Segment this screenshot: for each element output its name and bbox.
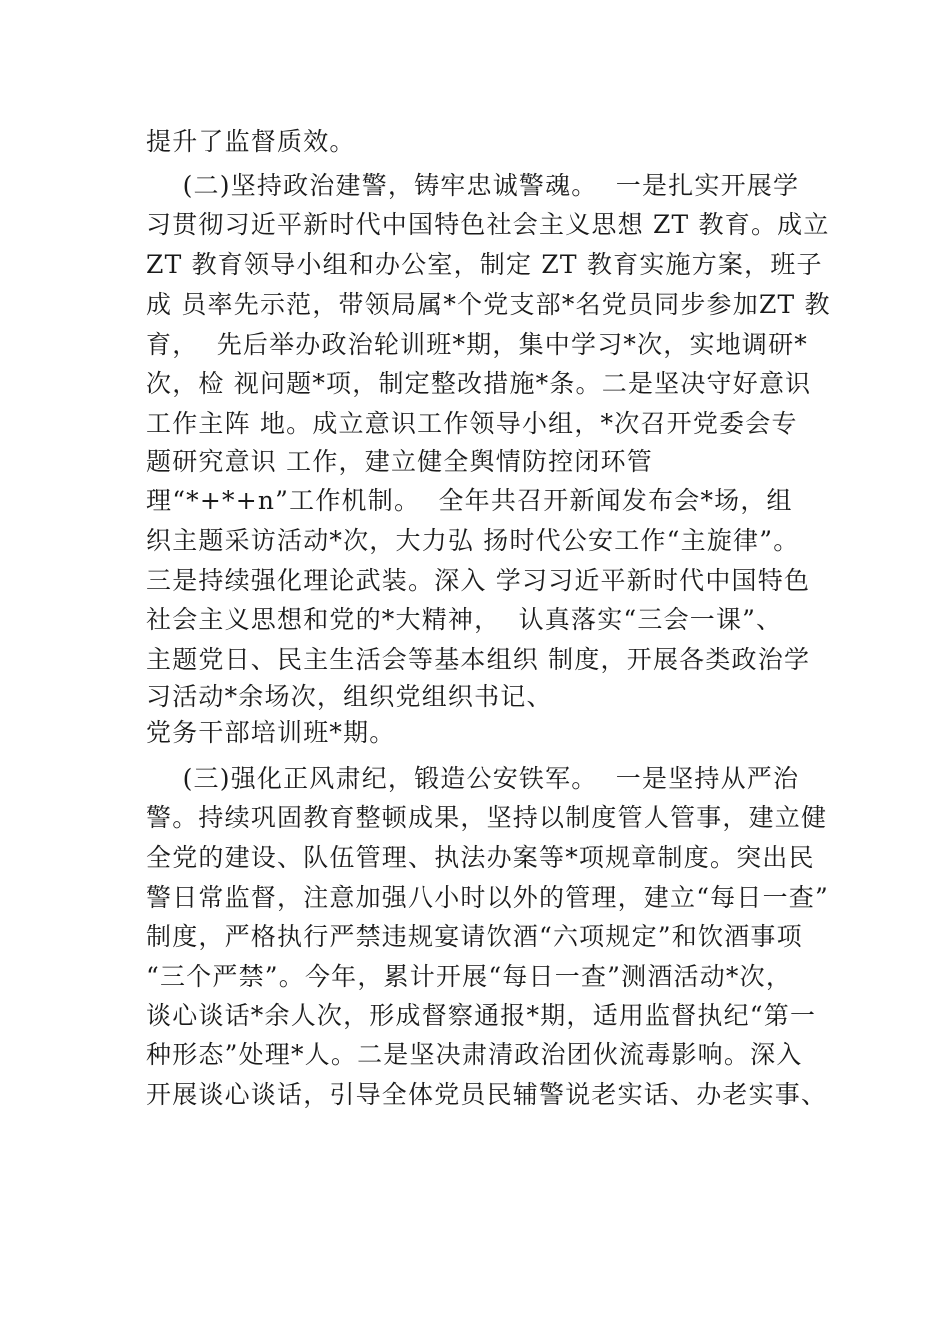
text-line: 成 员率先示范，带领局属*个党支部*名党员同步参加ZT 教 — [146, 290, 831, 319]
text-line: 提升了监督质效。 — [146, 127, 356, 156]
text-line: 全党的建设、队伍管理、执法办案等*项规章制度。突出民 — [146, 843, 815, 872]
text-line: 谈心谈话*余人次，形成督察通报*期，适用监督执纪“第一 — [146, 1001, 817, 1030]
text-line: 开展谈心谈话，引导全体党员民辅警说老实话、办老实事、 — [146, 1080, 828, 1109]
text-line: 党务干部培训班*期。 — [146, 718, 396, 747]
text-line: (三)强化正风肃纪，锻造公安铁军。 一是坚持从严治 — [146, 764, 800, 793]
text-line: (二)坚持政治建警，铸牢忠诚警魂。 一是扎实开展学 — [146, 171, 800, 200]
text-line: 警。持续巩固教育整顿成果，坚持以制度管人管事，建立健 — [146, 803, 828, 832]
text-line: “三个严禁”。今年，累计开展“每日一查”测酒活动*次， — [146, 962, 793, 991]
text-line: 育， 先后举办政治轮训班*期，集中学习*次，实地调研* — [146, 330, 808, 359]
text-line: 理“*+*+n”工作机制。 全年共召开新闻发布会*场，组 — [146, 486, 793, 515]
text-line: 习贯彻习近平新时代中国特色社会主义思想 ZT 教育。成立 — [146, 210, 830, 239]
text-line: 习活动*余场次，组织党组织书记、 — [146, 682, 553, 711]
text-line: 制度，严格执行严禁违规宴请饮酒“六项规定”和饮酒事项 — [146, 922, 803, 951]
text-line: 种形态”处理*人。二是坚决肃清政治团伙流毒影响。深入 — [146, 1040, 803, 1069]
text-line: 工作主阵 地。成立意识工作领导小组，*次召开党委会专 — [146, 409, 798, 438]
text-line: 题研究意识 工作，建立健全舆情防控闭环管 — [146, 447, 653, 476]
text-line: 主题党日、民主生活会等基本组织 制度，开展各类政治学 — [146, 645, 811, 674]
text-line: 警日常监督，注意加强八小时以外的管理，建立“每日一查” — [146, 883, 829, 912]
text-line: 织主题采访活动*次，大力弘 扬时代公安工作“主旋律”。 — [146, 526, 800, 555]
text-line: 次，检 视问题*项，制定整改措施*条。二是坚决守好意识 — [146, 369, 812, 398]
text-line: 社会主义思想和党的*大精神， 认真落实“三会一课”、 — [146, 605, 783, 634]
text-line: 三是持续强化理论武装。深入 学习习近平新时代中国特色 — [146, 566, 811, 595]
text-line: ZT 教育领导小组和办公室，制定 ZT 教育实施方案，班子 — [146, 250, 823, 279]
